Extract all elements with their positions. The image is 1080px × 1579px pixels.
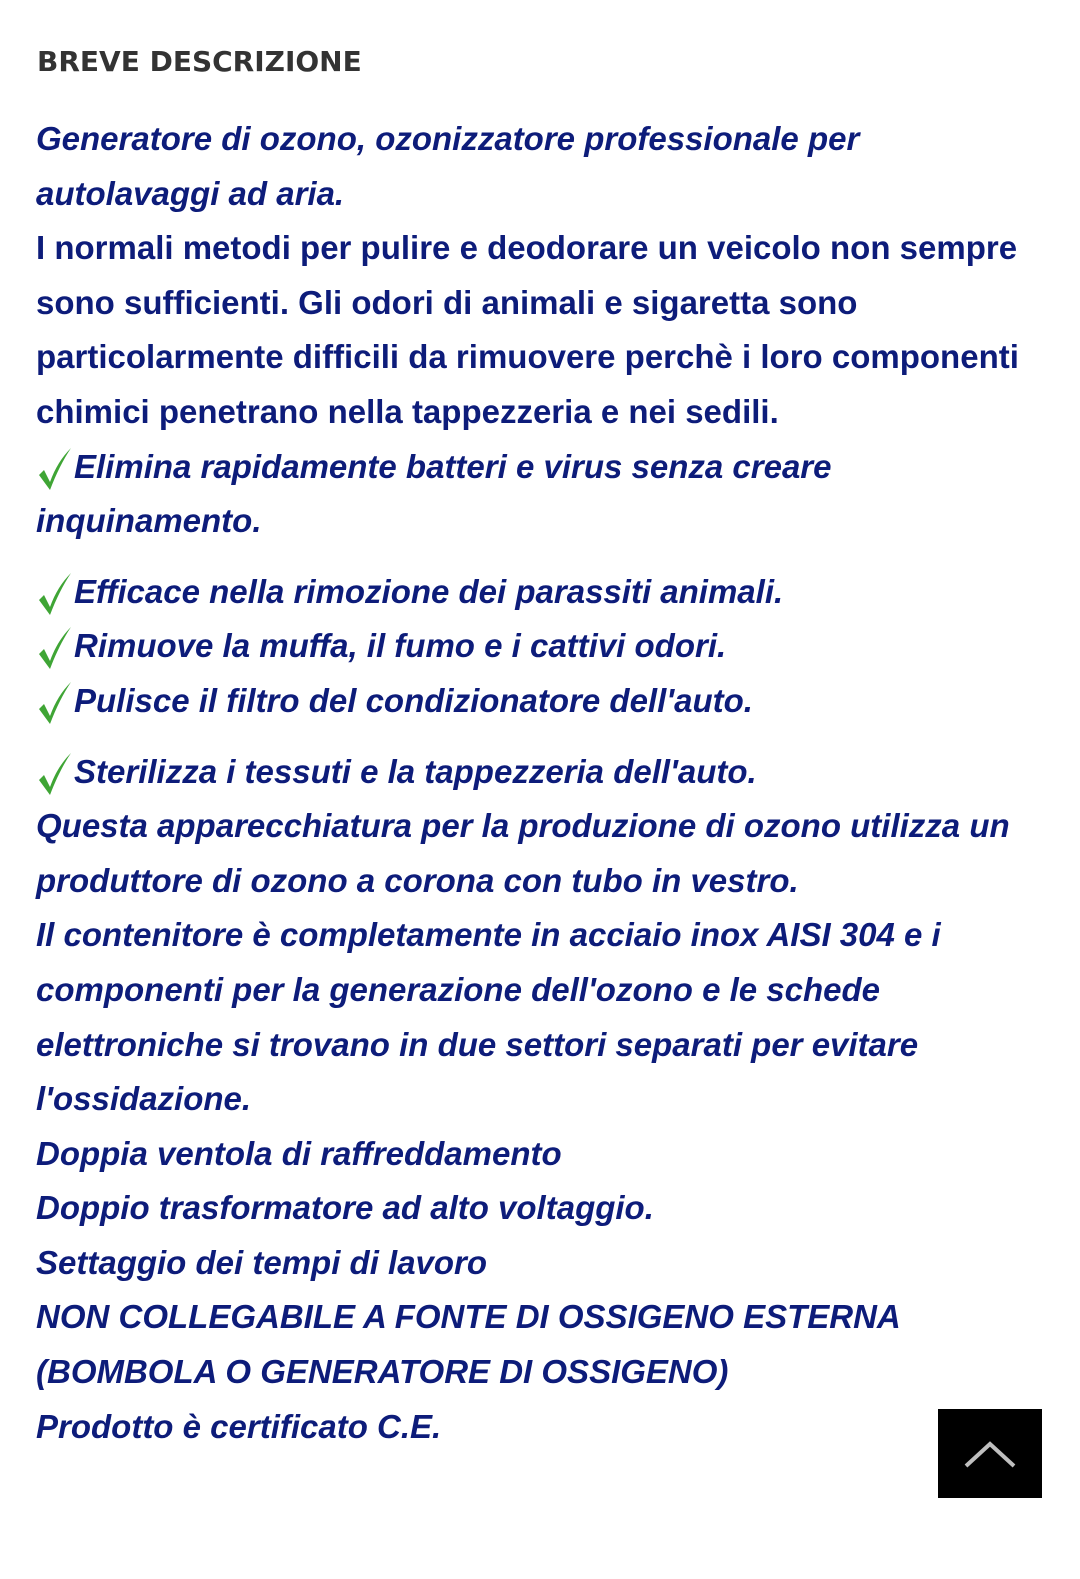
chevron-up-icon	[962, 1438, 1018, 1470]
feature-text: Elimina rapidamente batteri e virus senza creare inquinamento.	[36, 447, 832, 540]
intro-line-2: autolavaggi ad aria.	[36, 174, 345, 212]
detail-text: Doppia ventola di raffreddamento	[36, 1134, 562, 1172]
intro-line-1: Generatore di ozono, ozonizzatore professionale per	[36, 120, 860, 157]
feature-item	[36, 440, 1046, 549]
check-mark-icon	[36, 751, 72, 797]
feature-text: Pulisce il filtro del condizionatore dell'auto.	[74, 681, 753, 719]
description-paragraph: I normali metodi per pulire e deodorare un veicolo non sempre sono sufficienti. Gli odori di animali e sigaretta sono particolarmente difficili da rimuovere perchè i loro componenti chimici penetrano nella tappezzeria e nei sedili.	[36, 229, 1019, 430]
feature-text: Efficace nella rimozione dei parassiti animali.	[74, 572, 784, 610]
detail-text: Il contenitore è completamente in acciaio inox AISI 304 e i componenti per la generazione dell'ozono e le schede elettroniche si trovano in due settori separati per evitare l'ossidazione.	[36, 916, 941, 1118]
product-description	[36, 112, 1046, 1454]
detail-text: NON COLLEGABILE A FONTE DI OSSIGENO ESTERNA (BOMBOLA O GENERATORE DI OSSIGENO)	[36, 1298, 900, 1391]
feature-item	[36, 619, 1046, 674]
section-title: BREVE DESCRIZIONE	[37, 45, 362, 78]
intro-text	[36, 112, 1046, 221]
check-mark-icon	[36, 446, 72, 492]
feature-item	[36, 745, 1046, 800]
feature-item	[36, 565, 1046, 620]
detail-text: Prodotto è certificato C.E.	[36, 1407, 442, 1445]
detail-text: Questa apparecchiatura per la produzione di ozono utilizza un produttore di ozono a corona con tubo in vestro.	[36, 807, 1010, 899]
check-mark-icon	[36, 680, 72, 726]
detail-text: Settaggio dei tempi di lavoro	[36, 1243, 488, 1281]
scroll-to-top-button[interactable]	[938, 1409, 1042, 1498]
feature-text: Rimuove la muffa, il fumo e i cattivi odori.	[74, 627, 727, 665]
detail-text: Doppio trasformatore ad alto voltaggio.	[36, 1189, 654, 1227]
feature-text: Sterilizza i tessuti e la tappezzeria dell'auto.	[74, 752, 757, 790]
feature-item	[36, 674, 1046, 729]
check-mark-icon	[36, 625, 72, 671]
check-mark-icon	[36, 571, 72, 617]
